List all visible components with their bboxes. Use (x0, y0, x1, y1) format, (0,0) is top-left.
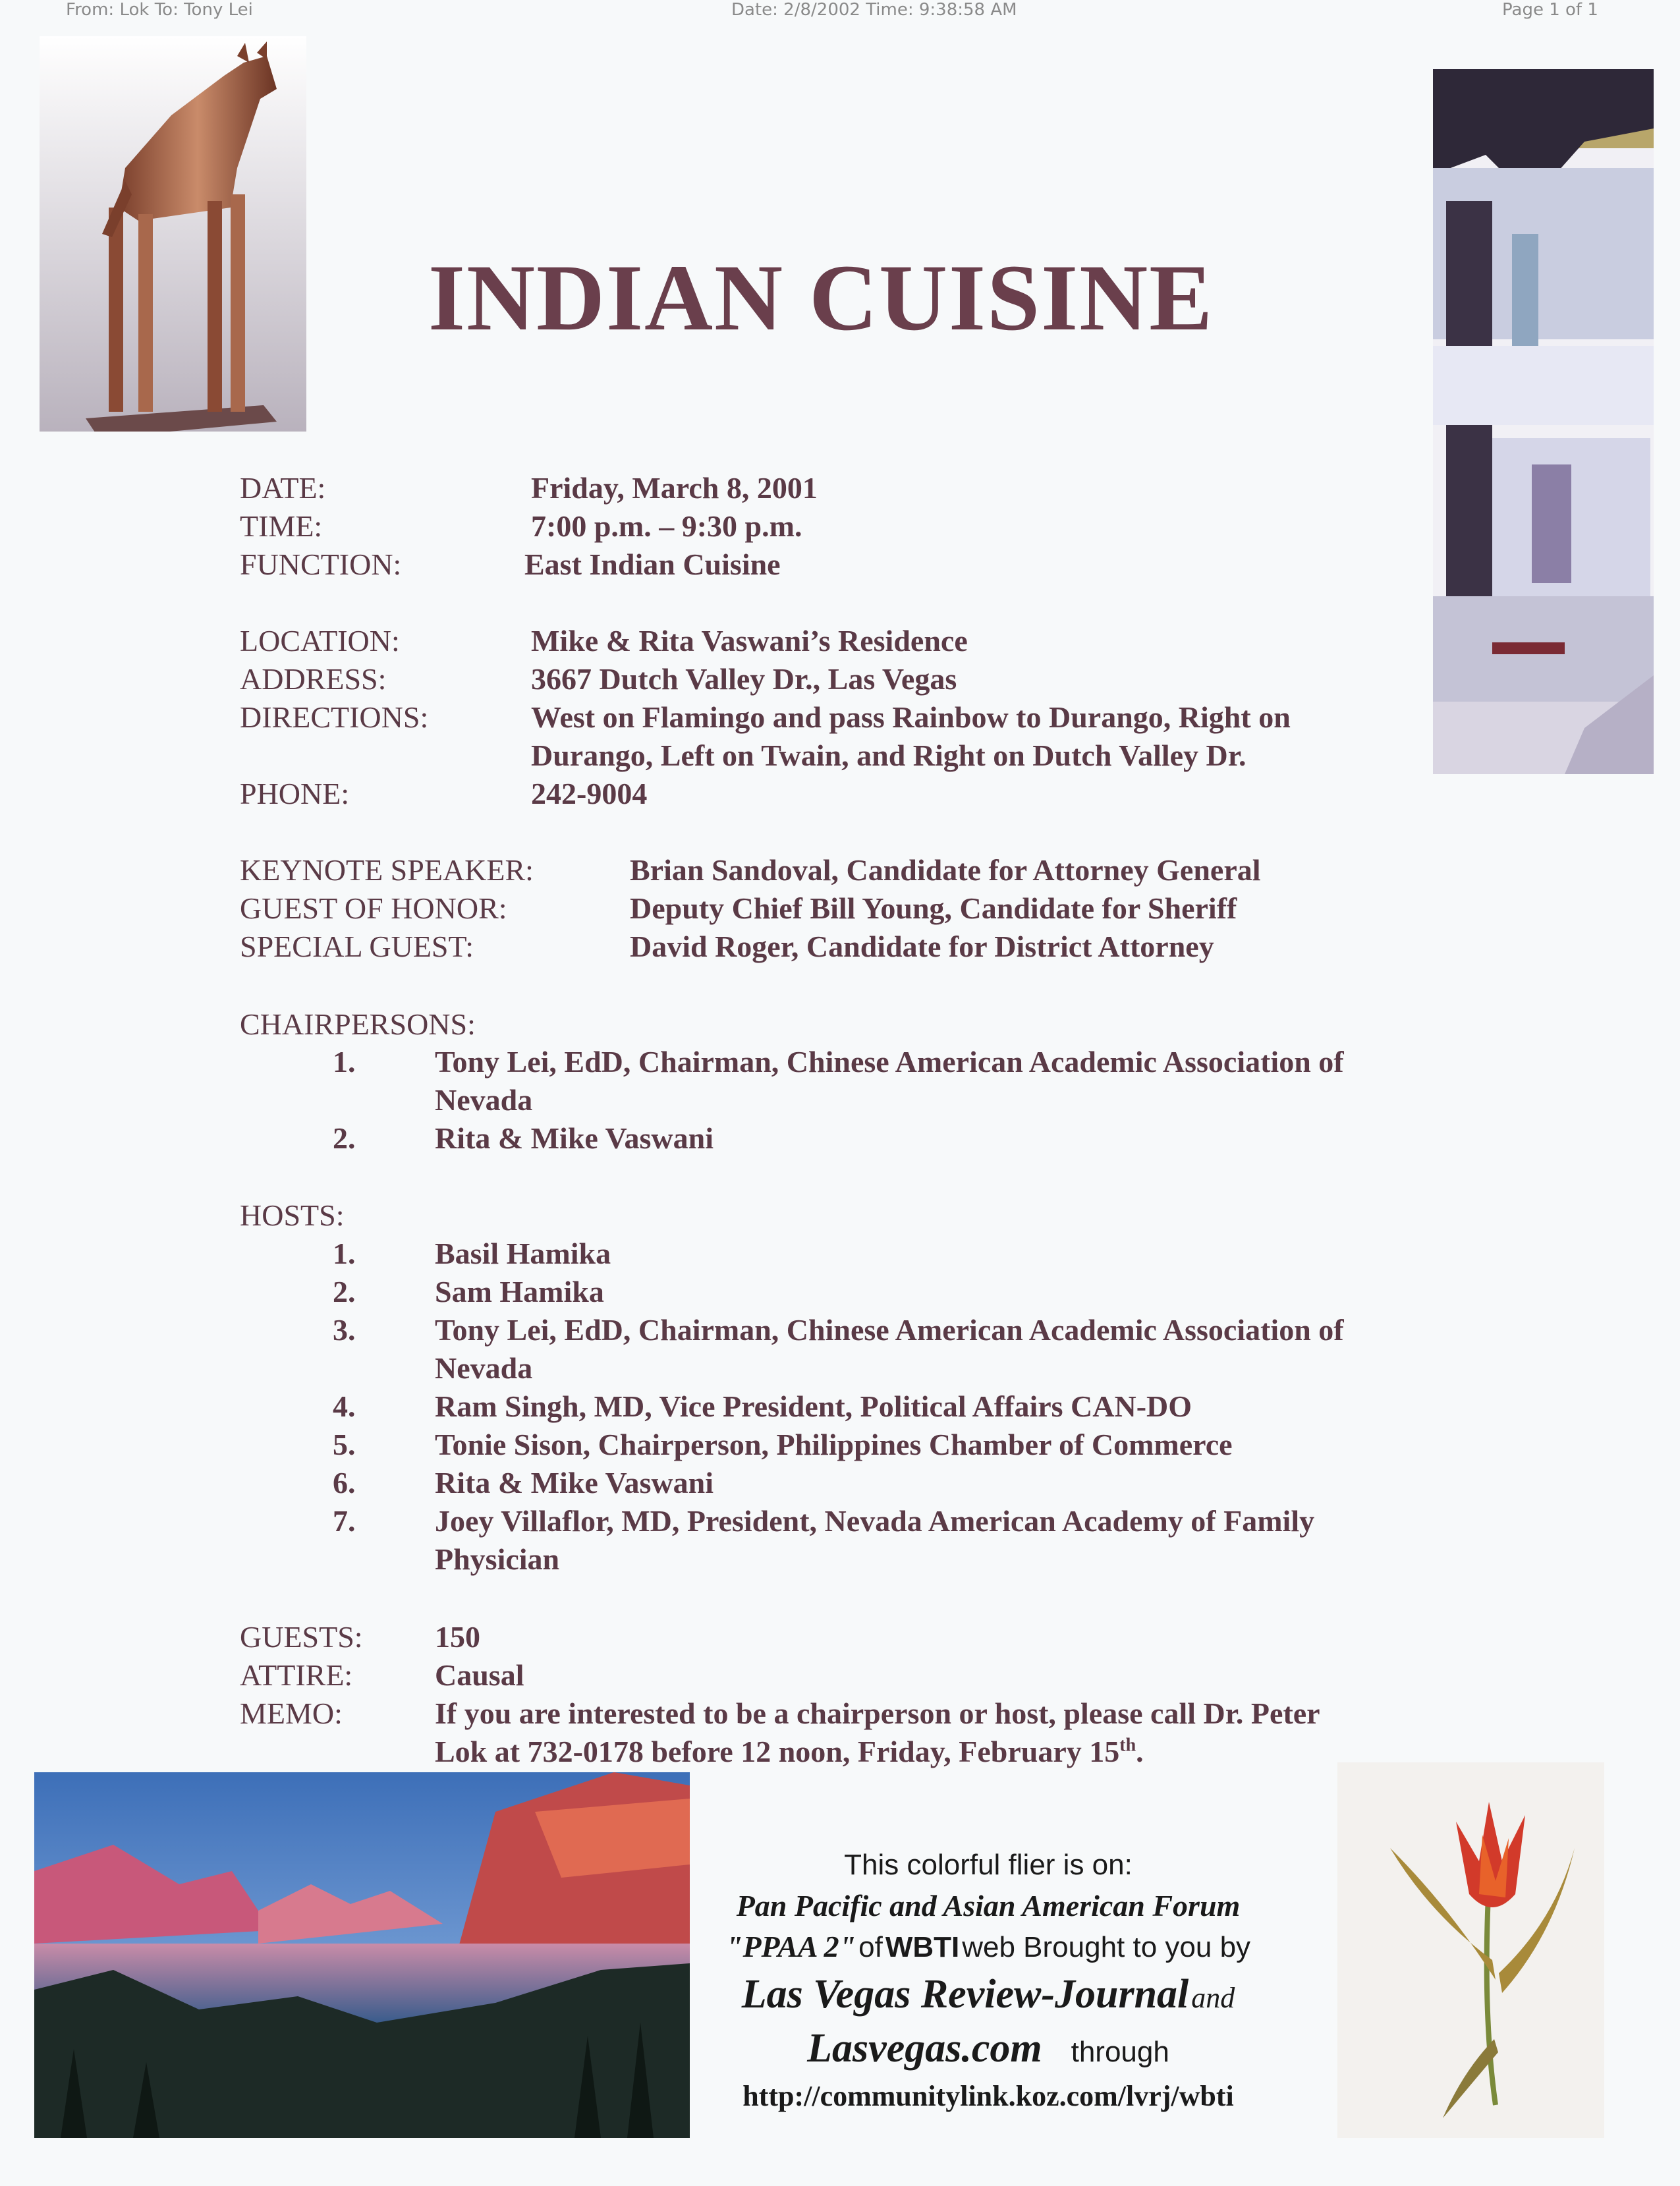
guests-label: GUESTS: (240, 1620, 363, 1654)
memo-period: . (1136, 1735, 1144, 1768)
promo-lvrj: Las Vegas Review-Journal (741, 1972, 1189, 2017)
hosts-label: HOSTS: (240, 1198, 345, 1232)
promo-wbti: WBTI (885, 1931, 960, 1963)
location-label: LOCATION: (240, 624, 400, 658)
fax-from-to: From: Lok To: Tony Lei (66, 0, 253, 20)
promo-and: and (1191, 1982, 1235, 2014)
date-value: Friday, March 8, 2001 (531, 471, 818, 505)
directions-line-2: Durango, Left on Twain, and Right on Dutch Valley Dr. (531, 739, 1246, 772)
location-value: Mike & Rita Vaswani’s Residence (531, 624, 968, 658)
address-value: 3667 Dutch Valley Dr., Las Vegas (531, 662, 957, 696)
fax-datetime: Date: 2/8/2002 Time: 9:38:58 AM (731, 0, 1017, 20)
promo-line-3 (685, 1926, 1291, 1967)
promo-line-4 (685, 1967, 1291, 2021)
promo-line-5 (685, 2021, 1291, 2075)
chair-item-1: Tony Lei, EdD, Chairman, Chinese American Academic Association of (435, 1045, 1344, 1079)
promo-through: through (1071, 2036, 1169, 2068)
host-item-7-cont: Physician (435, 1542, 560, 1576)
special-label: SPECIAL GUEST: (240, 930, 474, 963)
promo-lasvegas-com: Lasvegas.com (807, 2026, 1042, 2071)
keynote-label: KEYNOTE SPEAKER: (240, 853, 534, 887)
host-item-3: Tony Lei, EdD, Chairman, Chinese American Academic Association of (435, 1313, 1344, 1347)
tulip-illustration-image (1337, 1762, 1604, 2138)
host-num-4: 4. (333, 1389, 356, 1423)
horse-sculpture-image (40, 36, 306, 432)
date-label: DATE: (240, 471, 326, 505)
host-item-5: Tonie Sison, Chairperson, Philippines Chamber of Commerce (435, 1428, 1233, 1461)
host-num-6: 6. (333, 1466, 356, 1499)
memo-label: MEMO: (240, 1696, 343, 1730)
host-item-6: Rita & Mike Vaswani (435, 1466, 714, 1499)
promo-line-2: Pan Pacific and Asian American Forum (736, 1889, 1241, 1922)
promo-ppaa2: "PPAA 2" (725, 1930, 856, 1963)
directions-line-1: West on Flamingo and pass Rainbow to Durango, Right on (531, 700, 1291, 734)
memo-line-2: Lok at 732-0178 before 12 noon, Friday, February 15 (435, 1735, 1120, 1768)
waterfall-painting-image (1433, 69, 1654, 774)
keynote-value: Brian Sandoval, Candidate for Attorney General (630, 853, 1261, 887)
host-item-2: Sam Hamika (435, 1275, 604, 1308)
guests-value: 150 (435, 1620, 480, 1654)
chair-num-1: 1. (333, 1045, 356, 1079)
promo-brought: web Brought to you by (962, 1931, 1251, 1963)
special-value: David Roger, Candidate for District Attorney (630, 930, 1214, 963)
host-num-3: 3. (333, 1313, 356, 1347)
host-item-1: Basil Hamika (435, 1237, 611, 1270)
memo-line-1: If you are interested to be a chairperson or host, please call Dr. Peter (435, 1696, 1320, 1730)
chair-item-1-cont: Nevada (435, 1083, 533, 1117)
host-item-7: Joey Villaflor, MD, President, Nevada American Academy of Family (435, 1504, 1315, 1538)
phone-label: PHONE: (240, 777, 350, 810)
chairpersons-label: CHAIRPERSONS: (240, 1007, 476, 1041)
host-num-2: 2. (333, 1275, 356, 1308)
mountain-lake-image (34, 1772, 690, 2138)
promo-block (685, 1845, 1291, 2117)
function-value: East Indian Cuisine (524, 547, 781, 581)
time-value: 7:00 p.m. – 9:30 p.m. (531, 509, 802, 543)
honor-value: Deputy Chief Bill Young, Candidate for Sheriff (630, 891, 1237, 925)
chair-item-2: Rita & Mike Vaswani (435, 1121, 714, 1155)
attire-value: Causal (435, 1658, 524, 1692)
directions-label: DIRECTIONS: (240, 700, 429, 734)
honor-label: GUEST OF HONOR: (240, 891, 507, 925)
promo-url-link[interactable]: http://communitylink.koz.com/lvrj/wbti (742, 2080, 1234, 2112)
fax-page: Page 1 of 1 (1502, 0, 1598, 20)
host-item-4: Ram Singh, MD, Vice President, Political Affairs CAN-DO (435, 1389, 1192, 1423)
chair-num-2: 2. (333, 1121, 356, 1155)
time-label: TIME: (240, 509, 323, 543)
memo-row-2 (435, 1734, 1144, 1769)
phone-value: 242-9004 (531, 777, 648, 810)
attire-label: ATTIRE: (240, 1658, 353, 1692)
host-num-5: 5. (333, 1428, 356, 1461)
page-title: INDIAN CUISINE (428, 246, 1214, 350)
host-item-3-cont: Nevada (435, 1351, 533, 1385)
host-num-7: 7. (333, 1504, 356, 1538)
promo-of: of (858, 1931, 883, 1963)
promo-line-1: This colorful flier is on: (844, 1849, 1133, 1881)
host-num-1: 1. (333, 1237, 356, 1270)
address-label: ADDRESS: (240, 662, 387, 696)
function-label: FUNCTION: (240, 547, 402, 581)
memo-superscript: th (1119, 1735, 1136, 1756)
